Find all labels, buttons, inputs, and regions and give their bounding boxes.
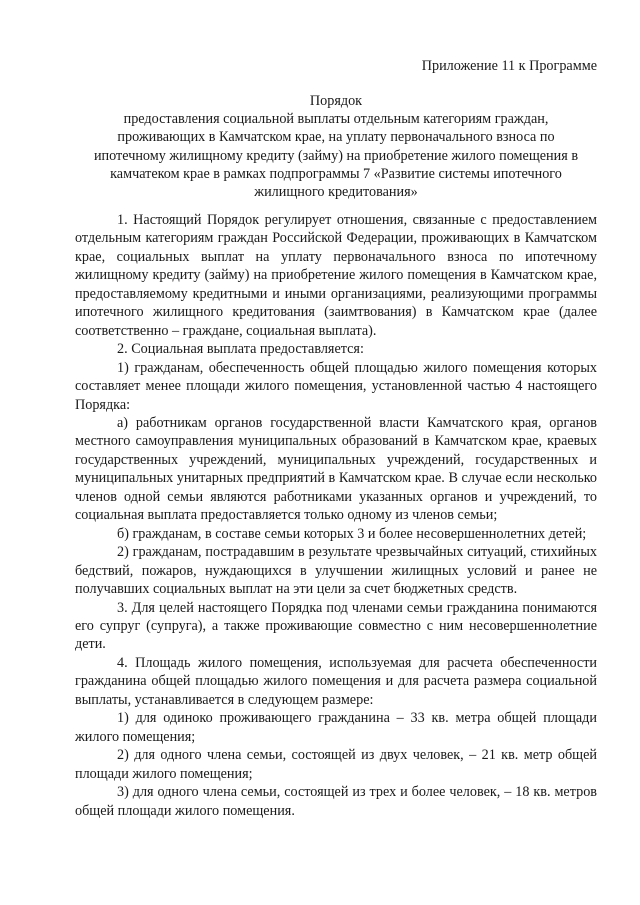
paragraph-2: 2. Социальная выплата предоставляется: — [117, 341, 364, 358]
paragraph-4: 4. Площадь жилого помещения, используемая для расчета обеспеченности гражданина общей площадью жилого помещения и для расчета размера социальной выплаты, устанавливается в следующем размере: — [75, 654, 597, 708]
paragraph-4-1: 1) для одиноко проживающего гражданина – 33 кв. метра общей площади жилого помещения; — [75, 710, 597, 745]
document-page — [75, 0, 597, 905]
title-line: жилищного кредитования» — [254, 184, 418, 201]
paragraph-2-1-b: б) гражданам, в составе семьи которых 3 и более несовершеннолетних детей; — [117, 525, 587, 542]
title-line: проживающих в Камчатском крае, на уплату первоначального взноса по — [117, 129, 555, 146]
title-line: камчатеком крае в рамках подпрограммы 7 «Развитие системы ипотечного — [110, 165, 562, 182]
appendix-label: Приложение 11 к Программе — [421, 58, 597, 74]
paragraph-2-1: 1) гражданам, обеспеченность общей площадью жилого помещения которых составляет менее площади жилого помещения, установленной частью 4 настоящего Порядка: — [75, 359, 597, 413]
paragraph-1: 1. Настоящий Порядок регулирует отношения, связанные с предоставлением отдельным категориям граждан Российской Федерации, проживающих в Камчатском крае, социальных выплат на уплату первоначального взноса по ипотечному жилищному кредиту (займу) на приобретение жилого помещения в Камчатском крае, предоставляемому кредитными и иными организациями, реализующими программы ипотечного жилищного кредитования (заимтвования) в Камчатском крае (далее соответственно – граждане, социальная выплата). — [75, 212, 597, 339]
paragraph-4-3: 3) для одного члена семьи, состоящей из трех и более человек, – 18 кв. метров общей площади жилого помещения. — [75, 784, 597, 819]
paragraph-2-1-a: а) работникам органов государственной власти Камчатского края, органов местного самоуправления муниципальных образований в Камчатском крае, краевых государственных учреждений, муниципальных учреждений, государственных и муниципальных унитарных предприятий в Камчатском крае. В случае если несколько членов одной семьи являются работниками указанных органов и учреждений, то социальная выплата предоставляется только одному из членов семьи; — [75, 414, 597, 524]
title-line: Порядок — [309, 93, 363, 109]
document-title — [75, 92, 597, 201]
paragraph-2-2: 2) гражданам, пострадавшим в результате чрезвычайных ситуаций, стихийных бедствий, пожаров, нуждающихся в улучшении жилищных условий и ранее не получавших социальных выплат на эти цели за счет бюджетных средств. — [75, 544, 597, 598]
document-body — [75, 211, 597, 820]
paragraph-4-2: 2) для одного члена семьи, состоящей из двух человек, – 21 кв. метр общей площади жилого помещения; — [75, 747, 597, 782]
title-line: предоставления социальной выплаты отдельным категориям граждан, — [123, 111, 549, 128]
title-line: ипотечному жилищному кредиту (займу) на приобретение жилого помещения в — [93, 147, 579, 164]
paragraph-3: 3. Для целей настоящего Порядка под членами семьи гражданина понимаются его супруг (супруга), а также проживающие совместно с ним несовершеннолетние дети. — [75, 599, 597, 653]
